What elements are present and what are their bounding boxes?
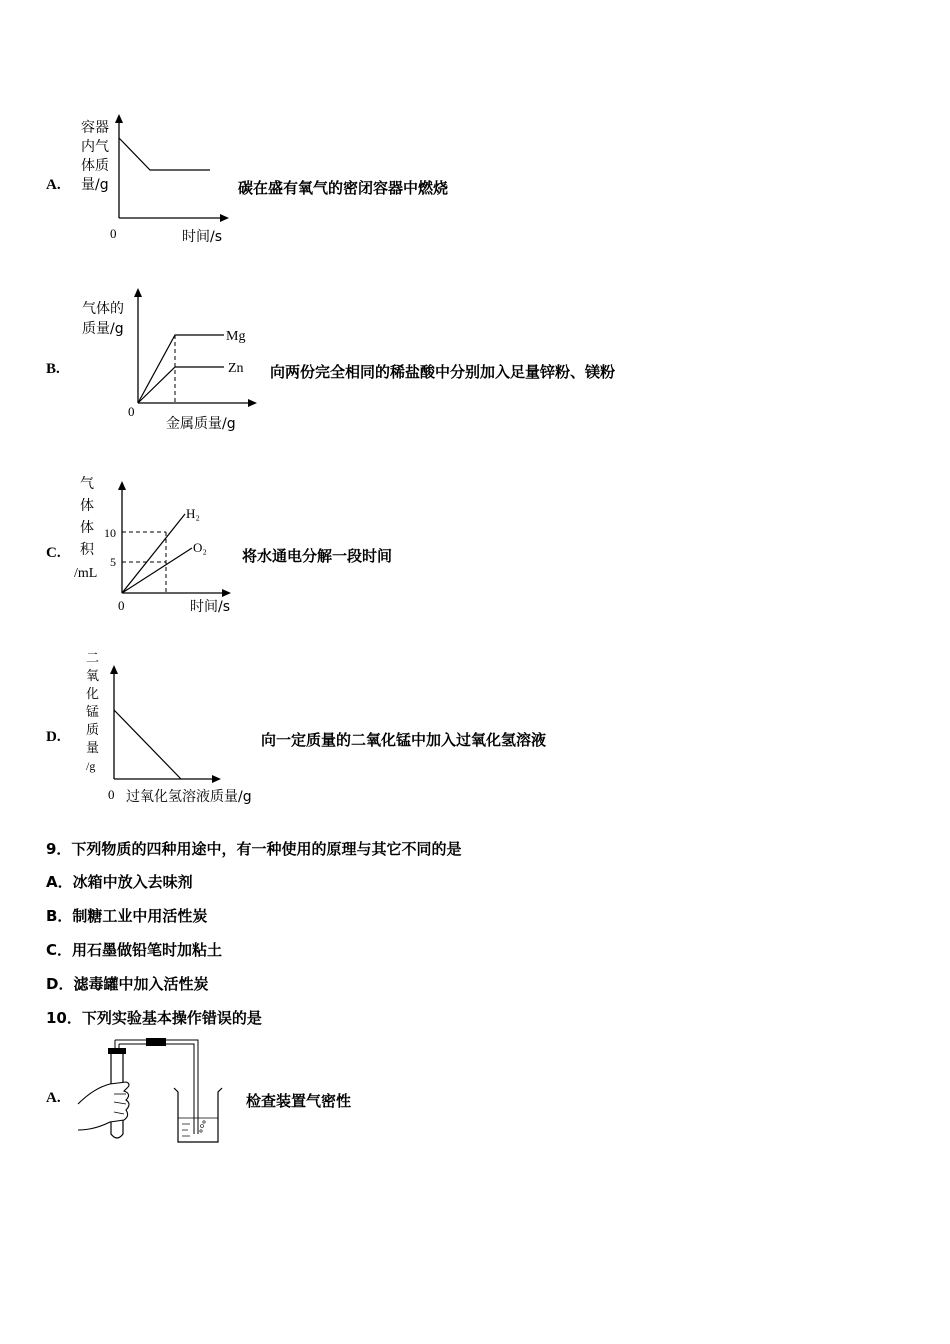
- airtightness-apparatus-illustration: [74, 1034, 234, 1149]
- ylabel-line: 气: [80, 476, 94, 492]
- option-letter: C.: [46, 545, 61, 561]
- tick-label: 10: [104, 526, 116, 540]
- origin-label: 0: [108, 787, 115, 802]
- ylabel-line: 体: [80, 498, 94, 514]
- option-description: 向一定质量的二氧化锰中加入过氧化氢溶液: [261, 731, 547, 749]
- ylabel-line: 内气: [81, 139, 109, 155]
- graph-b: [78, 283, 263, 433]
- option-description: 碳在盛有氧气的密闭容器中燃烧: [238, 179, 449, 197]
- origin-label: 0: [118, 598, 125, 613]
- ylabel-line: 锰: [86, 705, 100, 720]
- origin-label: 0: [128, 404, 135, 419]
- ylabel-line: 氧: [86, 669, 100, 684]
- option-letter: A.: [46, 177, 61, 193]
- option-item: A．冰箱中放入去味剂: [46, 873, 193, 891]
- graph-a: [75, 112, 240, 247]
- ylabel-line: 体: [80, 520, 94, 536]
- option-letter: D.: [46, 729, 61, 745]
- ylabel-line: 质量/g: [82, 321, 124, 337]
- tick-label: 5: [110, 555, 116, 569]
- series-label-h2: H₂: [186, 506, 200, 521]
- option-item: C．用石墨做铅笔时加粘土: [46, 941, 223, 959]
- ylabel-line: 化: [86, 687, 100, 702]
- origin-label: 0: [110, 226, 117, 241]
- option-item: D．滤毒罐中加入活性炭: [46, 975, 209, 993]
- option-item: B．制糖工业中用活性炭: [46, 907, 208, 925]
- ylabel-line: 质: [86, 723, 100, 738]
- option-letter: B.: [46, 361, 60, 377]
- graph-d: [78, 648, 263, 810]
- x-axis-label: 时间/s: [190, 599, 231, 615]
- option-description: 向两份完全相同的稀盐酸中分别加入足量锌粉、镁粉: [270, 363, 616, 381]
- ylabel-line: 容器: [81, 120, 109, 136]
- question-stem: 9．下列物质的四种用途中，有一种使用的原理与其它不同的是: [46, 840, 462, 858]
- option-description: 检查装置气密性: [246, 1092, 352, 1110]
- ylabel-line: 量/g: [81, 177, 109, 193]
- option-description: 将水通电分解一段时间: [242, 547, 393, 565]
- ylabel-line: 气体的: [82, 301, 124, 317]
- series-label-zn: Zn: [228, 361, 244, 376]
- ylabel-line: 积: [80, 542, 94, 558]
- series-label-mg: Mg: [226, 329, 246, 344]
- ylabel-line: 二: [86, 651, 100, 666]
- series-label-o2: O₂: [193, 540, 207, 555]
- x-axis-label: 金属质量/g: [166, 416, 236, 432]
- ylabel-line: 体质: [81, 158, 109, 174]
- ylabel-line: 量: [86, 741, 100, 756]
- x-axis-label: 过氧化氢溶液质量/g: [126, 789, 252, 805]
- option-letter: A.: [46, 1090, 61, 1106]
- x-axis-label: 时间/s: [182, 229, 223, 245]
- ylabel-line: /g: [86, 759, 96, 773]
- ylabel-line: /mL: [74, 566, 98, 581]
- graph-c: [72, 470, 242, 620]
- question-stem: 10．下列实验基本操作错误的是: [46, 1009, 262, 1027]
